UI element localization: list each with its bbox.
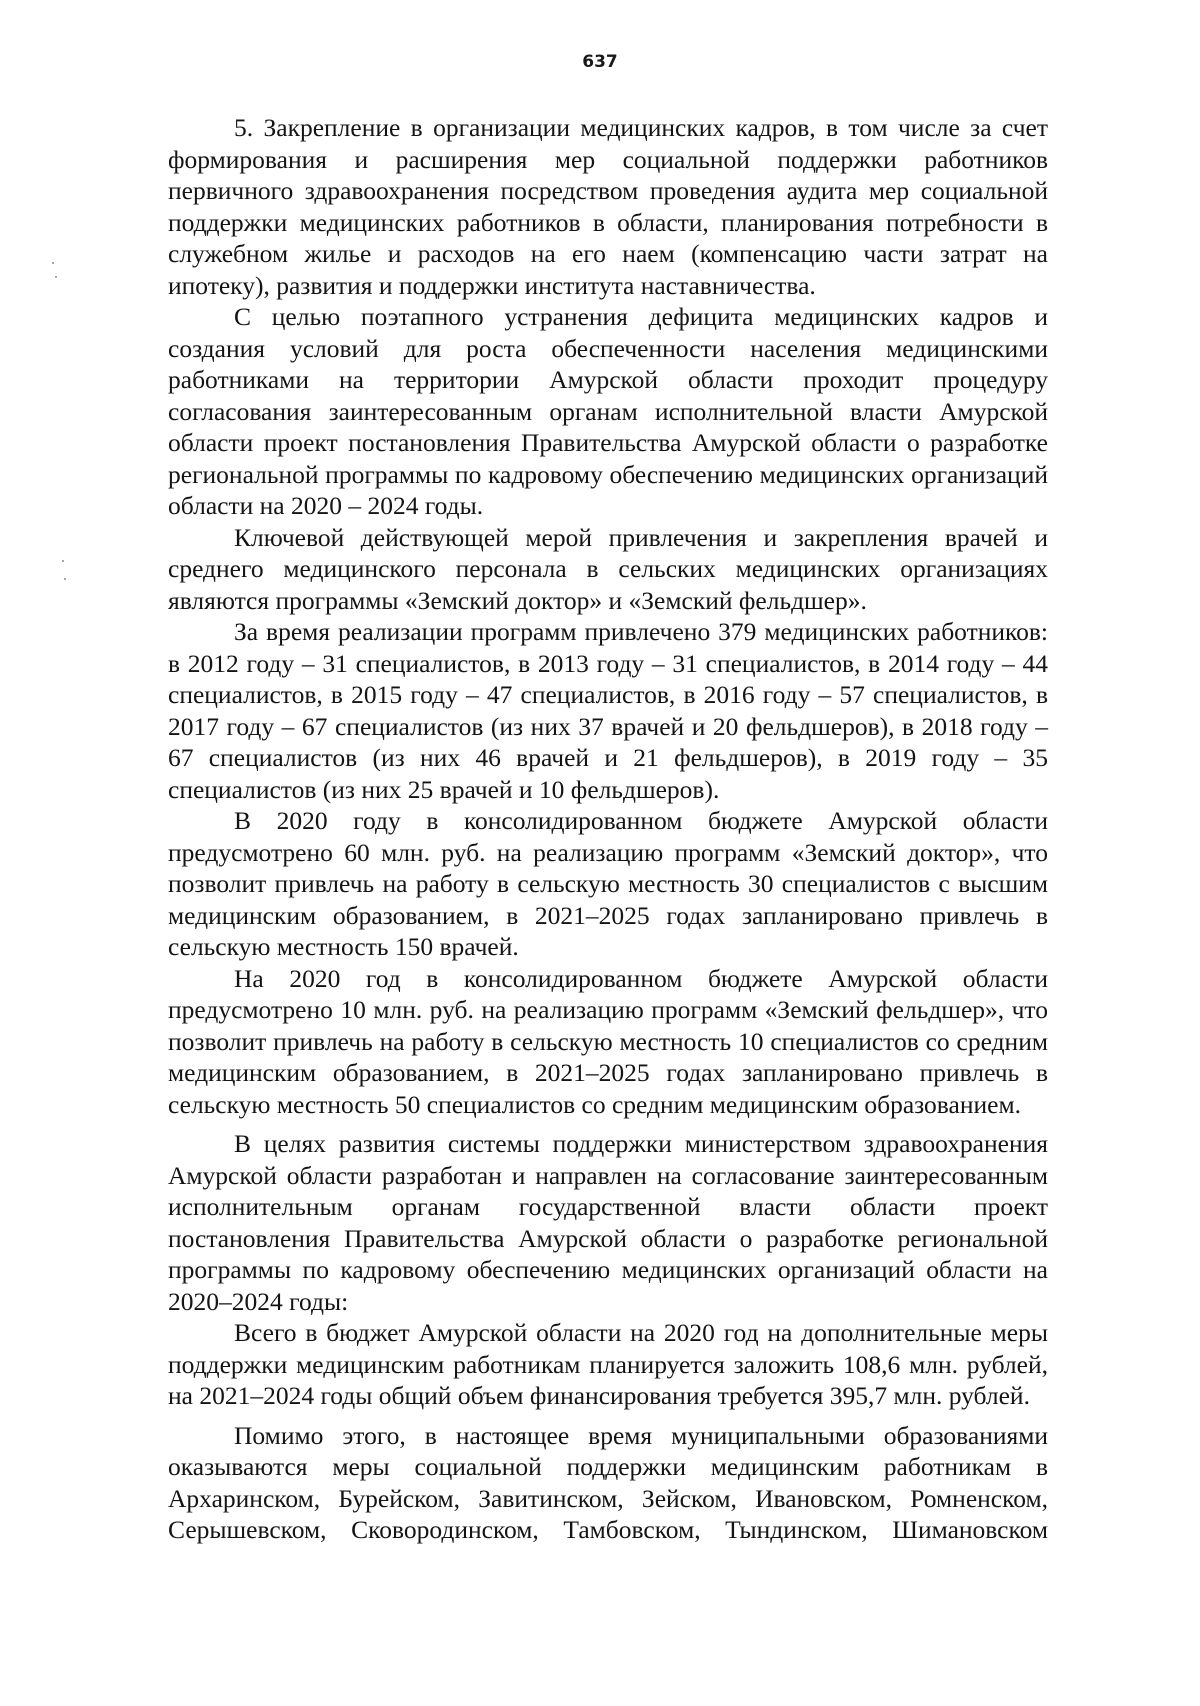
paragraph: За время реализации программ привлечено 379 медицинских работников: в 2012 году – 31 специалистов, в 2013 году – 31 специалистов, в 2014 году – 44 специалистов, в 2015 году – 47 специалистов, в 2016 году – 57 специалистов, в 2017 году – 67 специалистов (из них 37 врачей и 20 фельдшеров), в 2018 году – 67 специалистов (из них 46 врачей и 21 фельдшеров), в 2019 году – 35 специалистов (из них 25 врачей и 10 фельдшеров). bbox=[168, 617, 1048, 804]
document-body bbox=[168, 112, 1048, 1546]
paragraph: 5. Закрепление в организации медицинских кадров, в том числе за счет формирования и расширения мер социальной поддержки работников первичного здравоохранения посредством проведения аудита мер социальной поддержки медицинских работников в области, планирования потребности в служебном жилье и расходов на его наем (компенсацию части затрат на ипотеку), развития и поддержки института наставничества. bbox=[168, 113, 1048, 300]
paragraph: В 2020 году в консолидированном бюджете Амурской области предусмотрено 60 млн. руб. на реализацию программ «Земский доктор», что позволит привлечь на работу в сельскую местность 30 специалистов с высшим медицинским образованием, в 2021–2025 годах запланировано привлечь в сельскую местность 150 врачей. bbox=[168, 806, 1048, 961]
paragraph: На 2020 год в консолидированном бюджете Амурской области предусмотрено 10 млн. руб. на реализацию программ «Земский фельдшер», что позволит привлечь на работу в сельскую местность 10 специалистов со средним медицинским образованием, в 2021–2025 годах запланировано привлечь в сельскую местность 50 специалистов со средним медицинским образованием. bbox=[168, 963, 1048, 1119]
scan-speck bbox=[62, 560, 64, 562]
paragraph: В целях развития системы поддержки министерством здравоохранения Амурской области разработан и направлен на согласование заинтересованным исполнительным органам государственной власти области проект постановления Правительства Амурской области о разработке региональной программы по кадровому обеспечению медицинских организаций области на 2020–2024 годы: bbox=[168, 1129, 1048, 1316]
paragraph: Ключевой действующей мерой привлечения и закрепления врачей и среднего медицинского персонала в сельских медицинских организациях являются программы «Земский доктор» и «Земский фельдшер». bbox=[168, 522, 1048, 615]
scan-speck bbox=[64, 578, 66, 580]
scan-speck bbox=[55, 276, 57, 278]
page-number: 637 bbox=[582, 52, 618, 72]
paragraph: Помимо этого, в настоящее время муниципальными образованиями оказываются меры социальной поддержки медицинским работникам в Архаринском, Бурейском, Завитинском, Зейском, Ивановском, Ромненском, Серышевском, Сковородинском, Тамбовском, Тындинском, Шимановском bbox=[168, 1420, 1048, 1544]
scan-speck bbox=[52, 262, 54, 264]
paragraph: С целью поэтапного устранения дефицита медицинских кадров и создания условий для роста обеспеченности населения медицинскими работниками на территории Амурской области проходит процедуру согласования заинтересованным органам исполнительной власти Амурской области проект постановления Правительства Амурской области о разработке региональной программы по кадровому обеспечению медицинских организаций области на 2020 – 2024 годы. bbox=[168, 302, 1048, 520]
paragraph: Всего в бюджет Амурской области на 2020 год на дополнительные меры поддержки медицинским работникам планируется заложить 108,6 млн. рублей, на 2021–2024 годы общий объем финансирования требуется 395,7 млн. рублей. bbox=[168, 1318, 1048, 1410]
